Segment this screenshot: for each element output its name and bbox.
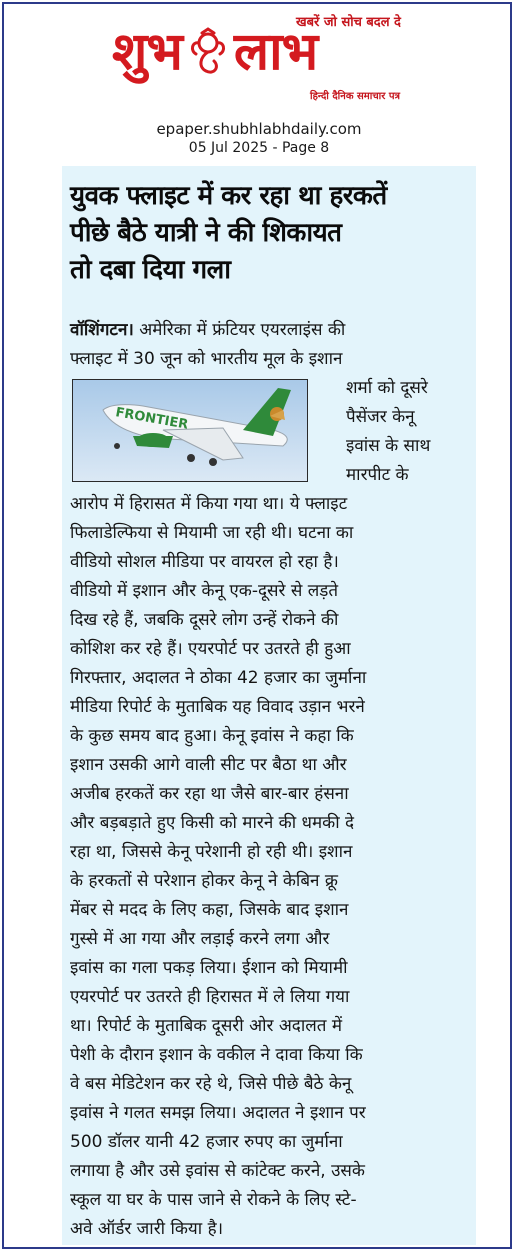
headline-line: तो दबा दिया गला [70,255,231,285]
logo-word-left: शुभ [112,22,182,82]
edition-date-page: 05 Jul 2025 - Page 8 [188,140,330,156]
body-line: अवे ऑर्डर जारी किया है। [70,1219,224,1239]
epaper-url[interactable]: epaper.shubhlabhdaily.com [156,120,362,138]
body-line: फ्लाइट में 30 जून को भारतीय मूल के इशान [70,349,343,369]
photo-livery-text: FRONTIER [114,405,190,433]
body-line: 500 डॉलर यानी 42 हजार रुपए का जुर्माना [70,1132,343,1152]
body-line: मेंबर से मदद के लिए कहा, जिसके बाद इशान [70,900,349,920]
body-line: गिरफ्तार, अदालत ने ठोका 42 हजार का जुर्माना [70,668,367,688]
body-line: इवांस का गला पकड़ लिया। ईशान को मियामी [70,958,348,978]
body-line: शर्मा को दूसरे [346,378,428,398]
body-line: वीडियो में इशान और केनू एक-दूसरे से लड़ते [70,581,339,601]
body-line: के कुछ समय बाद हुआ। केनू इवांस ने कहा कि [70,726,354,746]
body-line: आरोप में हिरासत में किया गया था। ये फ्लाइट [70,494,348,514]
body-line: स्कूल या घर के पास जाने से रोकने के लिए स्टे- [70,1190,357,1210]
body-line: लगाया है और उसे इवांस से कांटेक्ट करने, उसके [70,1161,365,1181]
body-line: गुस्से में आ गया और लड़ाई करने लगा और [70,929,330,949]
article-body [70,316,470,1244]
body-line: फिलाडेल्फिया से मियामी जा रही थी। घटना का [70,523,354,543]
body-line: इवांस ने गलत समझ लिया। अदालत ने इशान पर [70,1103,366,1123]
body-line: मीडिया रिपोर्ट के मुताबिक यह विवाद उड़ान भरने [70,697,365,717]
article-headline [70,178,470,289]
body-line: इशान उसकी आगे वाली सीट पर बैठा था और [70,755,347,775]
headline-line: युवक फ्लाइट में कर रहा था हरकतें [70,181,387,211]
body-line: रहा था, जिससे केनू परेशानी हो रही थी। इशान [70,842,353,862]
logo-word-right: लाभ [233,22,318,82]
body-line: इवांस के साथ [346,436,431,456]
body-line: एयरपोर्ट पर उतरते ही हिरासत में ले लिया गया [70,987,350,1007]
body-line: वीडियो सोशल मीडिया पर वायरल हो रहा है। [70,552,339,572]
paper-subtitle: हिन्दी दैनिक समाचार पत्र [310,91,401,102]
body-line: अजीब हरकतें कर रहा था जैसे बार-बार हंसना [70,784,349,804]
body-line: था। रिपोर्ट के मुताबिक दूसरी ओर अदालत में [70,1016,343,1036]
body-line: पैसेंजर केनू [346,407,415,427]
article-dateline: वॉशिंगटन। [70,320,134,340]
masthead [0,0,518,118]
newspaper-logo[interactable] [112,22,318,82]
body-line: मारपीट के [346,465,409,485]
body-line: कोशिश कर रहे हैं। एयरपोर्ट पर उतरते ही हुआ [70,639,351,659]
body-line: पेशी के दौरान इशान के वकील ने दावा किया कि [70,1045,363,1065]
body-line: दिख रहे हैं, जबकि दूसरे लोग उन्हें रोकने की [70,610,339,630]
masthead-tagline: खबरें जो सोच बदल दे [296,15,401,30]
headline-line: पीछे बैठे यात्री ने की शिकायत [70,218,342,248]
ganesh-icon [186,27,230,77]
body-line: और बड़बड़ाते हुए किसी को मारने की धमकी दे [70,813,355,833]
body-line: के हरकतों से परेशान होकर केनू ने केबिन क्रू [70,871,338,891]
body-line: वॉशिंगटन। अमेरिका में फ्रंटियर एयरलाइंस की [70,320,346,340]
body-line: वे बस मेडिटेशन कर रहे थे, जिसे पीछे बैठे केनू [70,1074,352,1094]
